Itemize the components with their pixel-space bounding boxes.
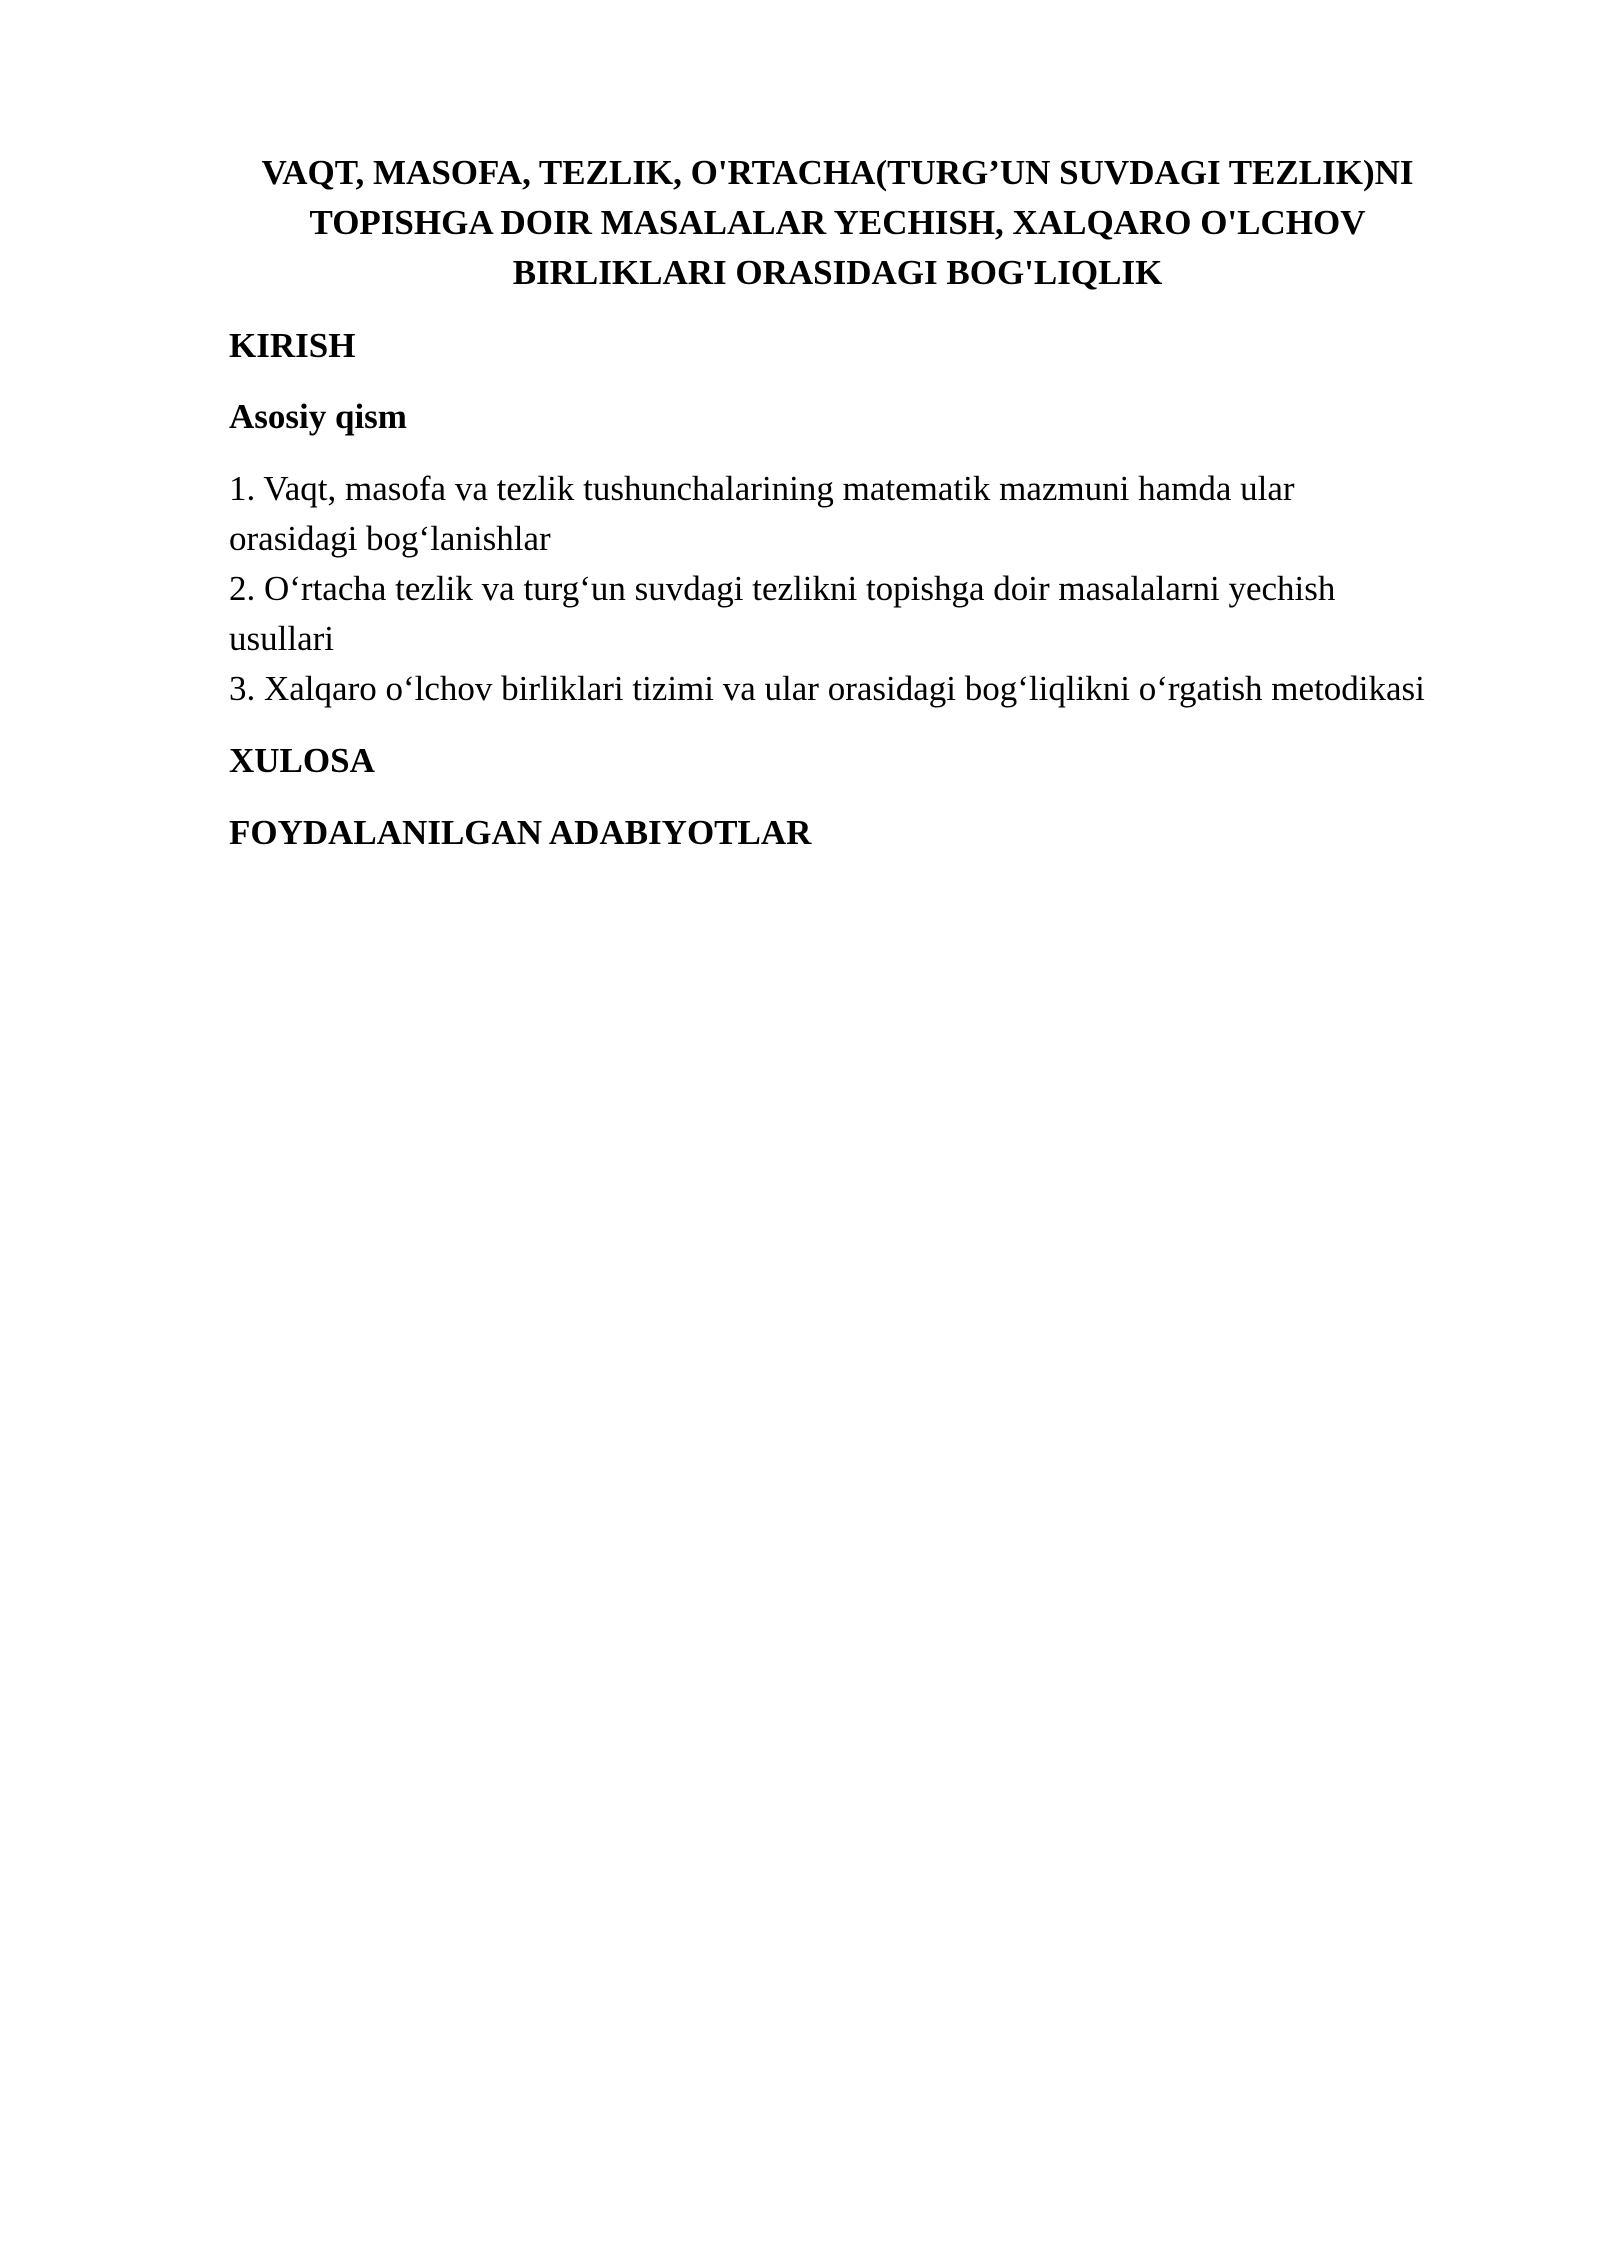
document-content	[229, 148, 1426, 858]
document-title: VAQT, MASOFA, TEZLIK, O'RTACHA(TURG’UN SUVDAGI TEZLIK)NI TOPISHGA DOIR MASALALAR YECHISH, XALQARO O'LCHOV BIRLIKLARI ORASIDAGI BOG'LIQLIK	[261, 153, 1414, 292]
list-item: 1. Vaqt, masofa va tezlik tushunchalarining matematik mazmuni hamda ular orasidagi bog‘lanishlar	[229, 469, 1295, 558]
section-heading-main: Asosiy qism	[229, 397, 407, 436]
list-item: 2. O‘rtacha tezlik va turg‘un suvdagi tezlikni topishga doir masalalarni yechish usullari	[229, 569, 1336, 658]
section-heading-intro: KIRISH	[229, 326, 356, 365]
section-heading-conclusion: XULOSA	[229, 741, 375, 780]
list-item: 3. Xalqaro o‘lchov birliklari tizimi va ular orasidagi bog‘liqlikni o‘rgatish metodikasi	[229, 669, 1425, 708]
section-heading-references: FOYDALANILGAN ADABIYOTLAR	[229, 813, 812, 852]
main-topics-list	[229, 464, 1426, 714]
